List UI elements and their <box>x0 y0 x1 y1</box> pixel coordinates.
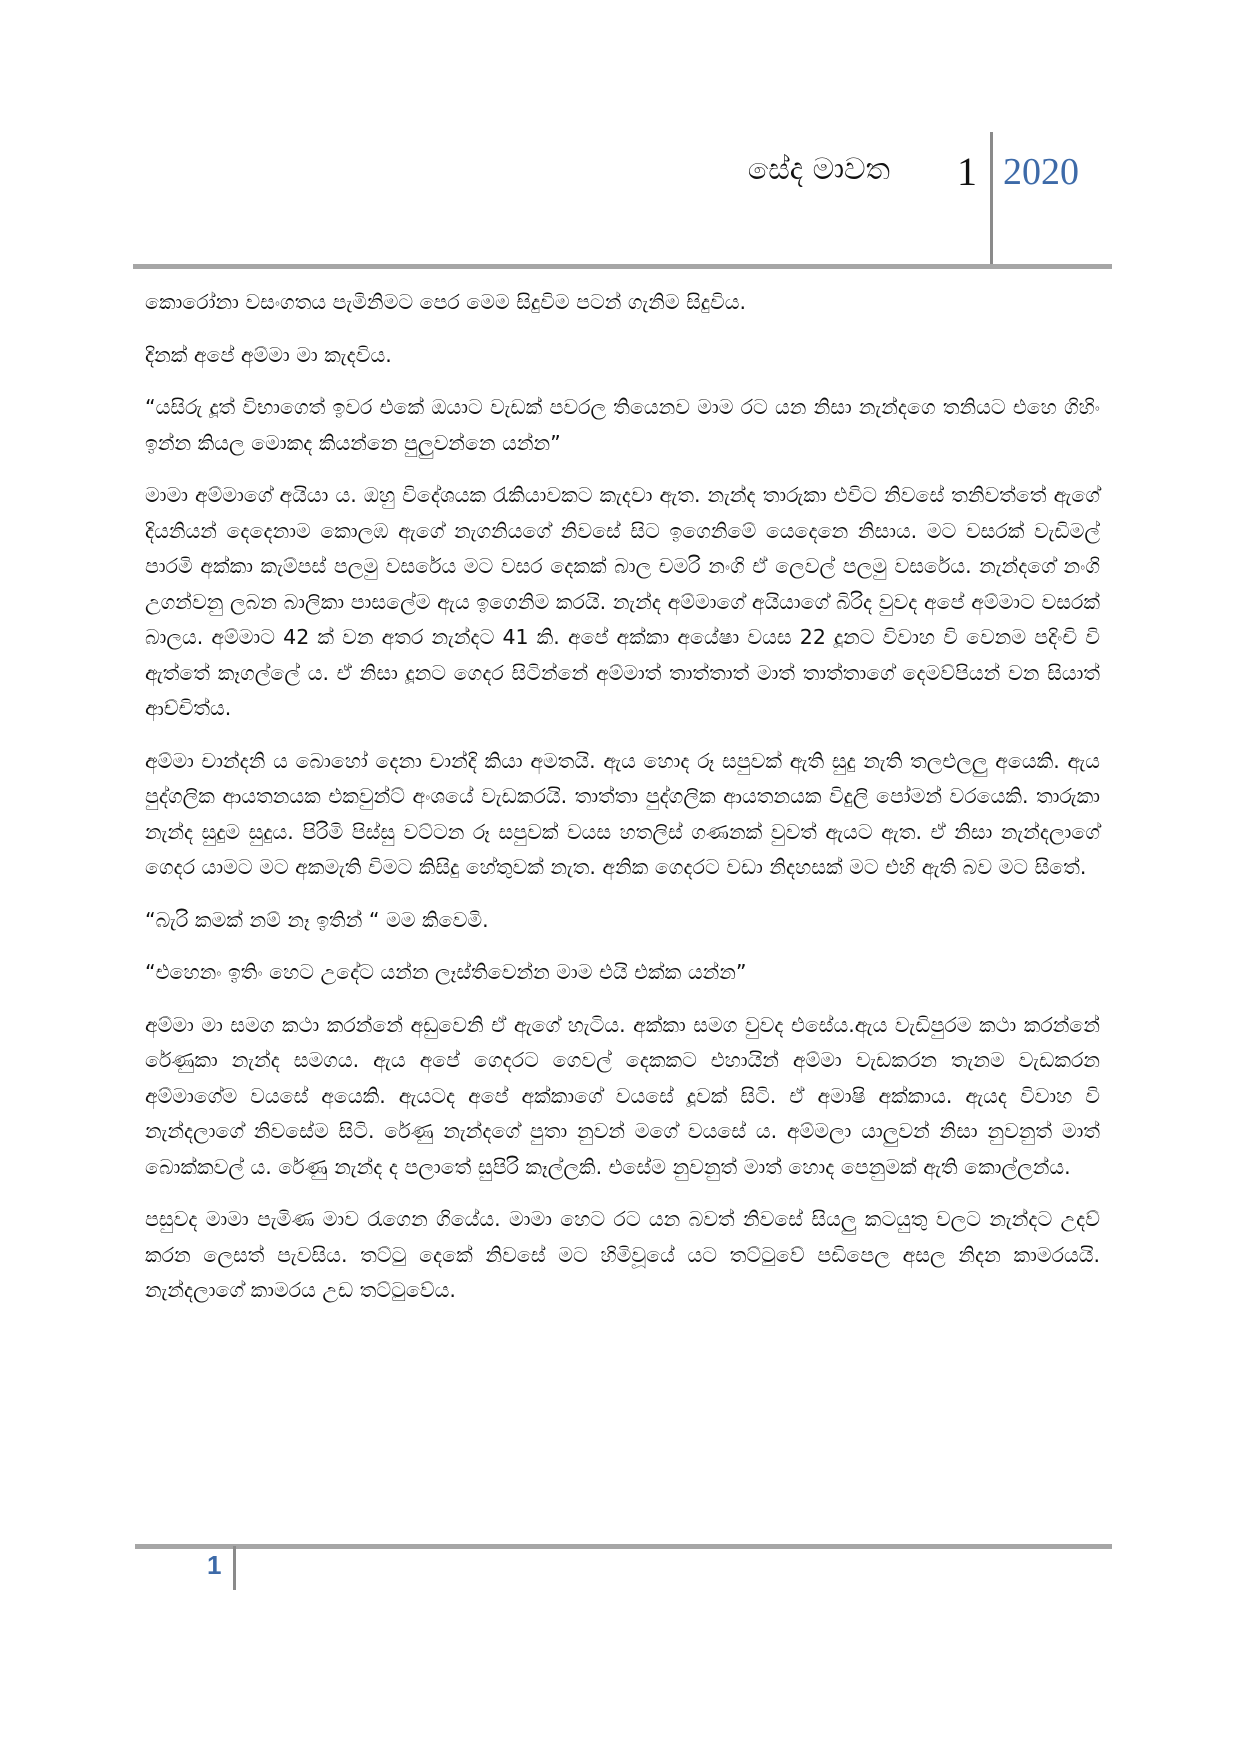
paragraph-9: පසුවද මාමා පැමිණ මාව රැගෙන ගියේය. මාමා හෙට රට යන බවත් නිවසේ සියලු කටයුතු වලට නැන්දට උදව් කරන ලෙසත් පැවසිය. තට්ටු දෙකේ නිවසේ මට හිමිවූයේ යට තට්ටුවේ පඩිපෙල අසල නිදන කාමරයයි. නැන්දලාගේ කාමරය උඩ තට්ටුවේය. <box>145 1207 1100 1302</box>
page-header <box>0 0 1240 270</box>
header-vertical-divider <box>990 132 993 264</box>
paragraph-1: කොරෝනා වසංගතය පැමිනිමට පෙර මෙම සිදුවිම පටන් ගැනිම සිදුවිය. <box>145 290 746 314</box>
footer-vertical-divider <box>233 1546 236 1590</box>
footer-rule <box>135 1544 1112 1549</box>
paragraph-7: “එහෙනං ඉතිං හෙට උදේට යන්න ලෑස්තිවෙන්න මාම එයි එක්ක යන්න” <box>145 960 747 984</box>
paragraph-4: මාමා අම්මාගේ අයියා ය. ඔහු විදේශයක රැකියාවකට කැදවා ඇත. නැන්ද තාරුකා එවිට නිවසේ තනිවත්තේ ඇගේ දියනියන් දෙදෙනාම කොලඹ ඇගේ නැගනියගේ නිවසේ සිට ඉගෙනිමේ යෙදෙනෙ නිසාය. මට වසරක් වැඩිමල් පාරමි අක්කා කැම්පස් පලමු වසරේය මට වසර දෙකක් බාල චමරි නංගි ඒ ලෙවල් පලමු වසරේය. නැන්දගේ නංගි උගන්වනු ලබන බාලිකා පාසලේම ඇය ඉගෙනිම කරයි. නැන්ද අම්මාගේ අයියාගේ බිරිද වුවද අපේ අම්මාට වසරක් බාලය. අම්මාට 42 ක් වන අතර නැන්දට 41 කි. අපේ අක්කා අයේෂා වයස 22 දූනට විවාහ වි වෙනම පදිංචි වි ඇත්තේ කෑගල්ලේ ය. ඒ නිසා දූනට ගෙදර සිටින්නේ අම්මාත් තාත්තාත් මාත් තාත්තාගේ දෙමව්පියන් වන සියාත් ආච්චිත්ය. <box>145 483 1100 720</box>
document-body <box>145 285 1100 1326</box>
header-year: 2020 <box>1003 151 1079 193</box>
paragraph-2: දිනක් අපේ අම්මා මා කැදවිය. <box>145 342 392 367</box>
paragraph-3: “යසිරු දූත් විභාගෙත් ඉවර එකේ ඔයාට වැඩක් පවරල තියෙනව මාම රට යන නිසා නැන්දගෙ තනියට එහෙ ගිහිං ඉන්න කියල මොකද කියන්නෙ පුලුවන්නෙ යන්න” <box>145 395 1100 455</box>
header-rule <box>133 264 1112 269</box>
paragraph-8: අම්මා මා සමග කථා කරන්නේ අඩුවෙනි ඒ ඇගේ හැටිය. අක්කා සමග වුවද එසේය.ඇය වැඩිපුරම කථා කරන්නේ රේණුකා නැන්ද සමගය. ඇය අපේ ගෙදරට ගෙවල් දෙකකට එහායින් අම්මා වැඩකරන තැනම වැඩකරන අම්මාගේම වයසේ අයෙකි. ඇයටද අපේ අක්කාගේ වයසේ දූවක් සිටි. ඒ අමාෂි අක්කාය. ඇයද විවාහ වි නැන්දලාගේ නිවසේම සිටි. රේණු නැන්දගේ පුතා නුවන් මගේ වයසේ ය. අම්මලා යාලුවන් නිසා නුවනුත් මාත් බොක්කවල් ය. රේණු නැන්ද ද පලාතේ සුපිරි කෑල්ලකි. එසේම නුවනුත් මාත් හොද පෙනුමක් ඇති කොල්ලන්ය. <box>145 1012 1100 1179</box>
footer-page-number: 1 <box>207 1550 222 1580</box>
header-title: සේද මාවත <box>747 152 890 187</box>
header-page-number: 1 <box>957 149 977 194</box>
paragraph-6: “බැරි කමක් නම් නෑ ඉතින් “ මම කිවෙමි. <box>145 907 489 932</box>
paragraph-5: අම්මා චාන්දනි ය බොහෝ දෙනා චාන්දි කියා අමතයි. ඇය හොද රූ සපුවක් ඇති සුදු නැති තලඑලලු අයෙකි. ඇය පුද්ගලික ආයතනයක එකවුන්ට් අංශයේ වැඩකරයි. තාත්තා පුද්ගලික ආයතනයක විදුලි පෝමන් වරයෙකි. තාරුකා නැන්ද සුදුම සුදුය. පිරිමි පිස්සු වට්ටන රූ සපුවක් වයස හතලිස් ගණනක් වුවත් ඇයට ඇත. ඒ නිසා නැන්දලාගේ ගෙදර යාමට මට අකමැති විමට කිසිදු හේතුවක් නැත. අනික ගෙදරට වඩා නිදහසක් මට එහි ඇති බව මට සිතේ. <box>145 748 1100 879</box>
